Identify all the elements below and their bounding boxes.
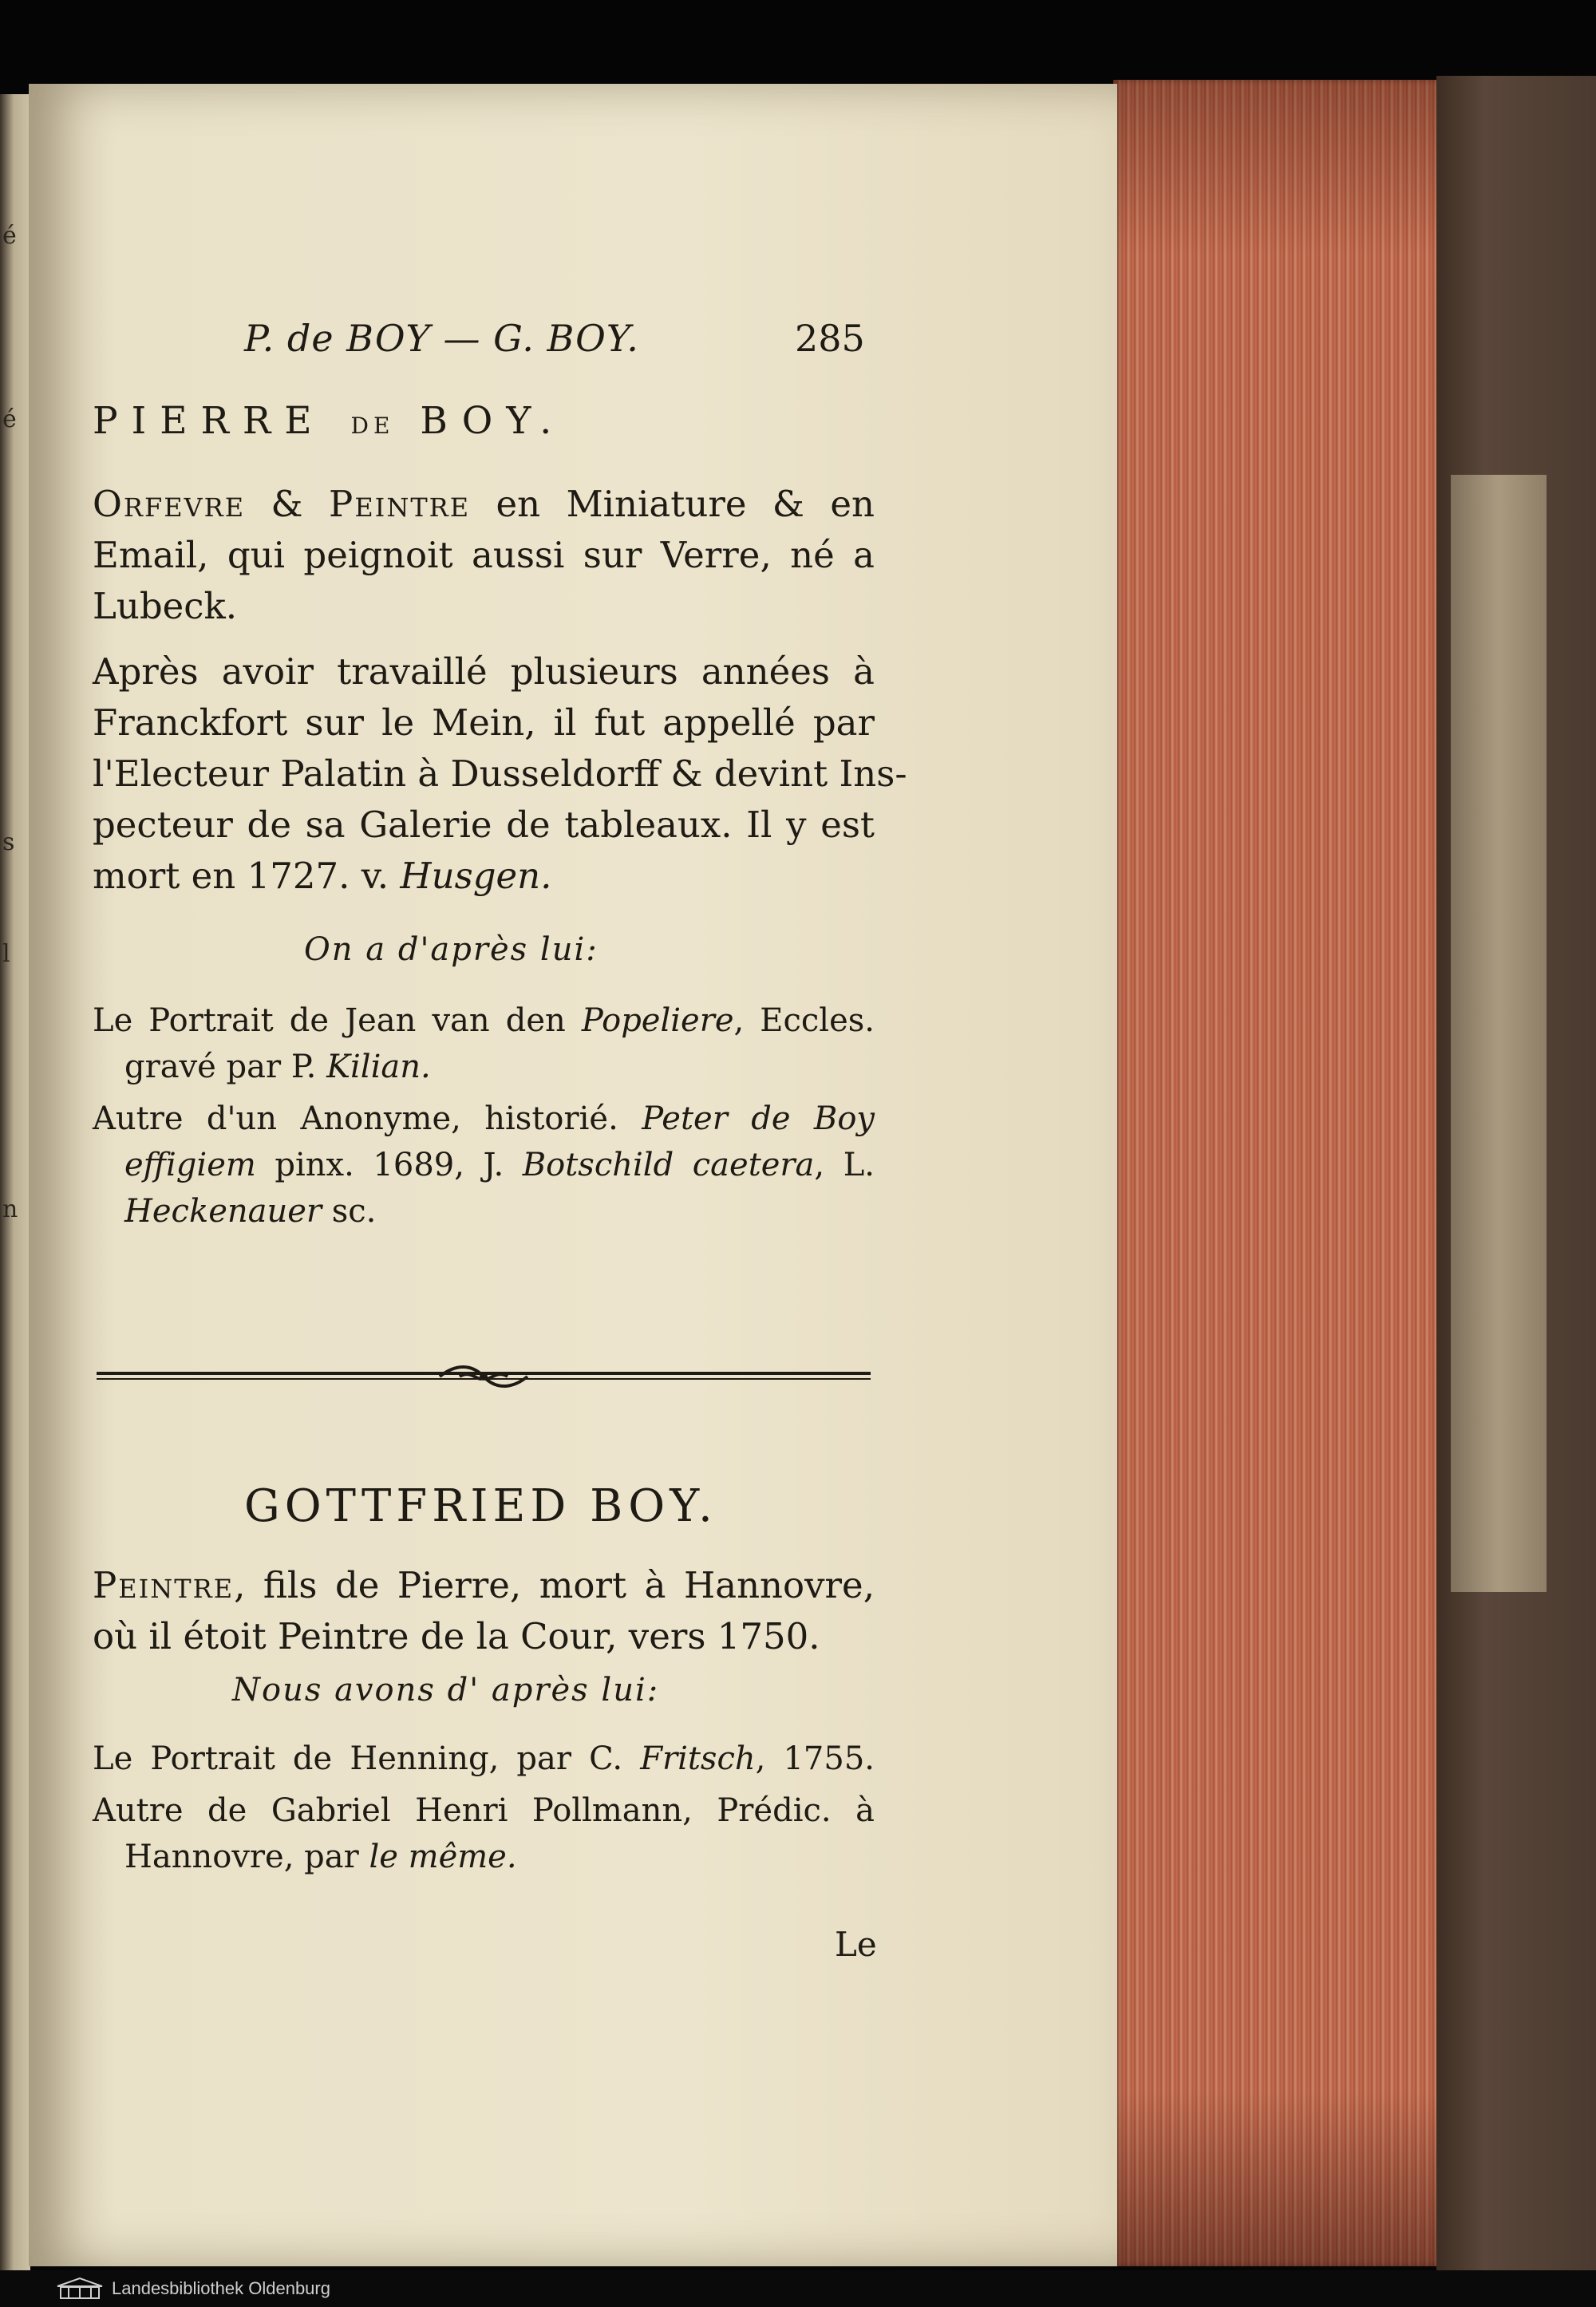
text-line: Peintre, fils de Pierre, mort à Hannovre, [93, 1564, 875, 1606]
catchword: Le [835, 1925, 877, 1964]
text-line: Email, qui peignoit aussi sur Verre, né a [93, 534, 875, 576]
text-line: Après avoir travaillé plusieurs années à [93, 650, 875, 693]
text-line: effigiem pinx. 1689, J. Botschild caetera, L. [124, 1147, 875, 1183]
catalog-entry [93, 1736, 875, 1782]
ornament-divider [97, 1362, 871, 1391]
text-line: Le Portrait de Jean van den Popeliere, Eccles. [93, 1002, 875, 1039]
text-line: mort en 1727. v. Husgen. [93, 855, 552, 897]
body-paragraph [93, 646, 907, 902]
intro-paragraph [93, 479, 875, 632]
text-line: où il étoit Peintre de la Cour, vers 1750. [93, 1615, 820, 1657]
text-line: Autre d'un Anonyme, historié. Peter de Boy [93, 1100, 875, 1137]
book-page [29, 84, 1117, 2266]
subheading: Nous avons d' après lui: [232, 1672, 660, 1709]
section-title-gottfried: GOTTFRIED BOY. [244, 1480, 717, 1532]
text-line: l'Electeur Palatin à Dusseldorff & devint Ins- [93, 753, 907, 795]
catalog-entry [93, 1788, 875, 1880]
title-word: BOY. [420, 399, 566, 443]
catalog-entry [93, 997, 875, 1090]
margin-letter: s [2, 828, 15, 856]
title-word: DE [350, 413, 395, 439]
book-cover [1436, 76, 1596, 2278]
text-line: Autre de Gabriel Henri Pollmann, Prédic. à [93, 1792, 875, 1829]
fore-edge-red [1113, 80, 1436, 2266]
text-line: Le Portrait de Henning, par C. Fritsch, 1755. [93, 1740, 875, 1777]
text-line: gravé par P. Kilian. [124, 1049, 431, 1085]
section-title-pierre [93, 399, 565, 443]
catalog-entry [93, 1096, 875, 1234]
text-line: Franckfort sur le Mein, il fut appellé par [93, 701, 875, 744]
text-line: Hannovre, par le même. [124, 1839, 517, 1875]
running-head: P. de BOY — G. BOY. [244, 317, 639, 360]
margin-letter: n [2, 1195, 18, 1223]
margin-letter: é [2, 405, 17, 433]
text-line: Orfevre & Peintre en Miniature & en [93, 483, 875, 525]
facing-page-edge [0, 94, 30, 2293]
text-line: pecteur de sa Galerie de tableaux. Il y est [93, 804, 875, 846]
title-word: PIERRE [93, 399, 326, 443]
margin-letter: é [2, 222, 17, 250]
intro-paragraph [93, 1560, 875, 1662]
text-line: Lubeck. [93, 585, 238, 627]
subheading: On a d'après lui: [304, 931, 598, 968]
library-building-icon [56, 2277, 104, 2301]
text-line: Heckenauer sc. [124, 1193, 377, 1230]
library-name: Landesbibliothek Oldenburg [112, 2278, 330, 2298]
margin-letter: l [2, 940, 10, 968]
footer-bar [0, 2270, 1596, 2307]
page-number: 285 [795, 317, 865, 360]
